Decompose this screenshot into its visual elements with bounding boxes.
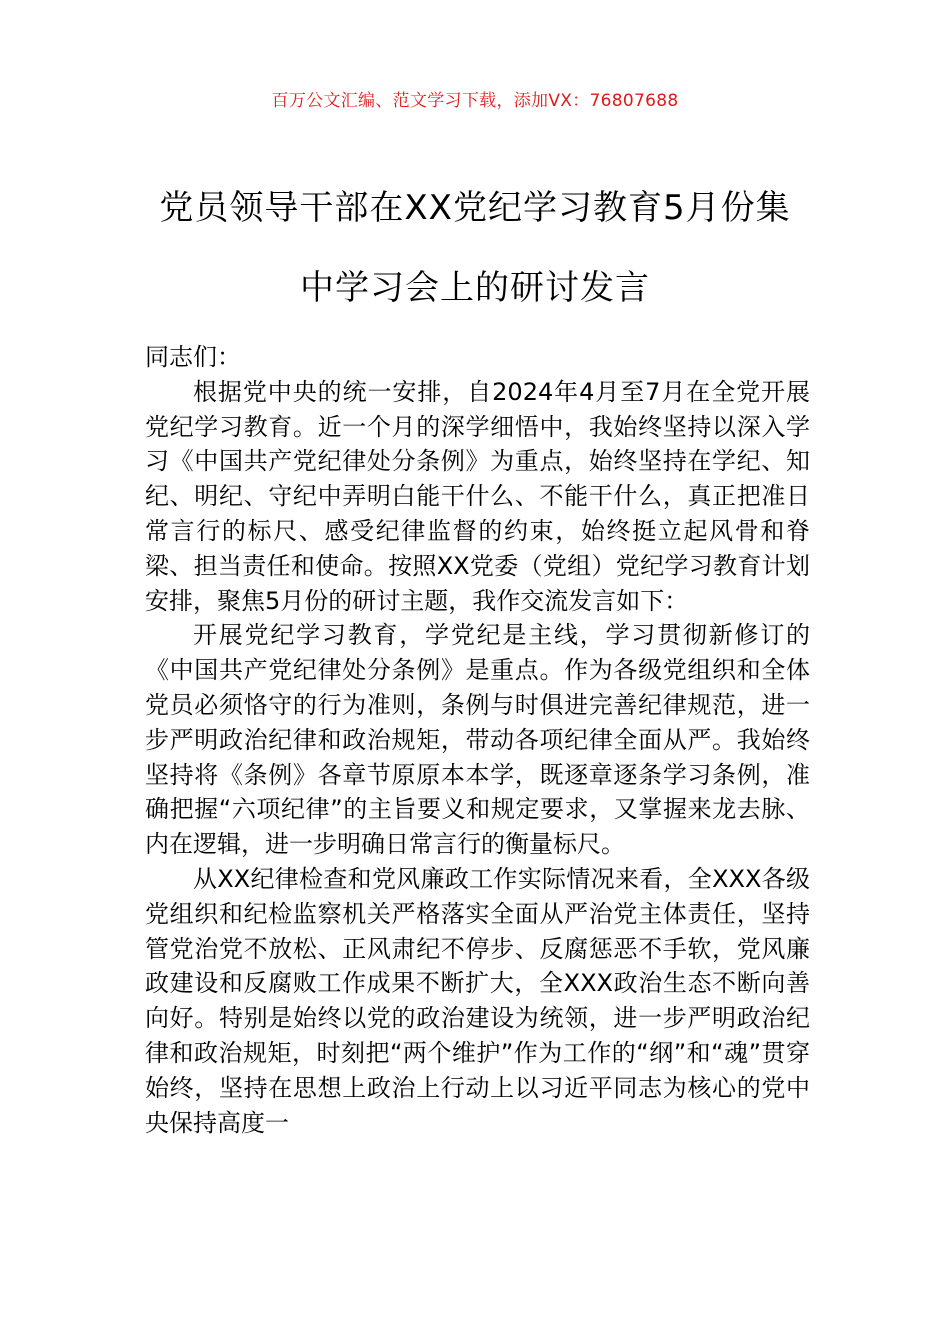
paragraph-2: 开展党纪学习教育，学党纪是主线，学习贯彻新修订的《中国共产党纪律处分条例》是重点。作为各级党组织和全体党员必须恪守的行为准则，条例与时俱进完善纪律规范，进一步严明政治纪律和政治规矩，带动各项纪律全面从严。我始终坚持将《条例》各章节原原本本学，既逐章逐条学习条例，准确把握“六项纪律”的主旨要义和规定要求，又掌握来龙去脉、内在逻辑，进一步明确日常言行的衡量标尺。 <box>145 621 810 859</box>
document-body <box>145 340 810 1140</box>
title-line-1: 党员领导干部在XX党纪学习教育5月份集 <box>159 188 791 228</box>
salutation: 同志们： <box>145 343 241 371</box>
download-notice: 百万公文汇编、范文学习下载，添加VX：76807688 <box>271 91 679 111</box>
paragraph-3: 从XX纪律检查和党风廉政工作实际情况来看，全XXX各级党组织和纪检监察机关严格落实全面从严治党主体责任，坚持管党治党不放松、正风肃纪不停步、反腐惩恶不手软，党风廉政建设和反腐败工作成果不断扩大，全XXX政治生态不断向善向好。特别是始终以党的政治建设为统领，进一步严明政治纪律和政治规矩，时刻把“两个维护”作为工作的“纲”和“魂”贯穿始终，坚持在思想上政治上行动上以习近平同志为核心的党中央保持高度一 <box>145 864 810 1137</box>
title-line-2: 中学习会上的研讨发言 <box>300 268 650 308</box>
paragraph-1: 根据党中央的统一安排，自2024年4月至7月在全党开展党纪学习教育。近一个月的深学细悟中，我始终坚持以深入学习《中国共产党纪律处分条例》为重点，始终坚持在学纪、知纪、明纪、守纪中弄明白能干什么、不能干什么，真正把准日常言行的标尺、感受纪律监督的约束，始终挺立起风骨和脊梁、担当责任和使命。按照XX党委（党组）党纪学习教育计划安排，聚焦5月份的研讨主题，我作交流发言如下： <box>145 377 810 615</box>
document-title <box>130 168 820 328</box>
